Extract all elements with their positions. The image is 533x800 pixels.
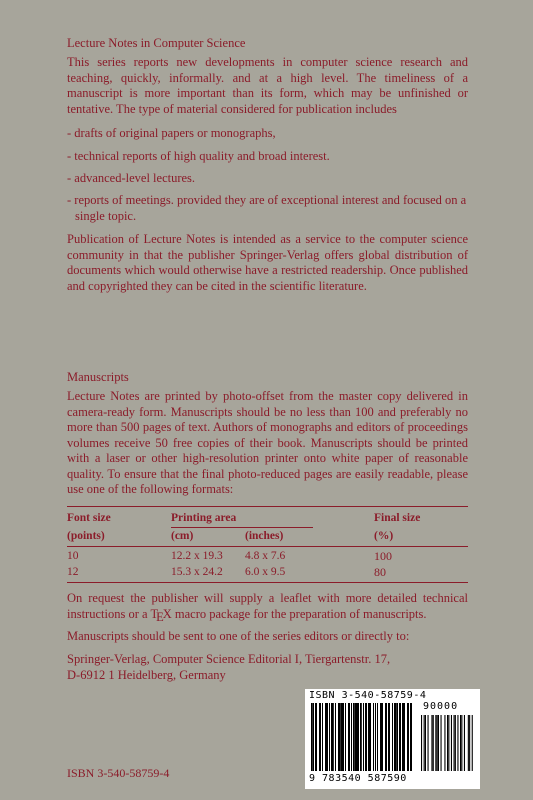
table-row-1-font: 10 (67, 550, 79, 562)
table-row-1-cm: 12.2 x 19.3 (171, 550, 223, 562)
manuscripts-title: Manuscripts (67, 370, 129, 384)
leaflet-text-pre: On request the publisher will supply a leaflet with more detailed technical instructions or a (67, 591, 468, 621)
table-row-1-final: 100 (374, 549, 392, 563)
send-instruction: Manuscripts should be sent to one of the series editors or directly to: (67, 629, 410, 643)
isbn-footer: ISBN 3-540-58759-4 (67, 766, 170, 780)
table-row-2-final: 80 (374, 565, 386, 579)
series-title: Lecture Notes in Computer Science (67, 36, 246, 50)
leaflet-text-post: macro package for the preparation of manuscripts. (174, 606, 427, 621)
table-header-cm: (cm) (171, 530, 194, 542)
table-header-rule (67, 546, 468, 547)
tex-logo: TEX (150, 606, 172, 624)
bullet-item-2: - technical reports of high quality and broad interest. (67, 149, 330, 163)
address-line-1: Springer-Verlag, Computer Science Editorial I, Tiergartenstr. 17, (67, 652, 391, 666)
series-intro: This series reports new developments in computer science research and teaching, quickly, informally. and at a high level. The timeliness of a manuscript is more important than its form, which may be unfinished or tentative. The type of material considered for publication includes (67, 55, 468, 116)
printing-area-underline (171, 527, 313, 528)
isbn-barcode (305, 689, 480, 789)
table-header-points: (points) (67, 530, 105, 542)
table-header-printing-area: Printing area (171, 512, 237, 524)
table-header-font-size: Font size (67, 512, 111, 524)
table-row-2-cm: 15.3 x 24.2 (171, 566, 223, 578)
bullet-item-3: - advanced-level lectures. (67, 171, 196, 185)
table-bottom-rule (67, 582, 468, 583)
manuscripts-body: Lecture Notes are printed by photo-offset from the master copy delivered in camera-ready form. Manuscripts should be no less than 100 and preferably no more than 500 pages of text. Authors of monographs and editors of proceedings volumes receive 50 free copies of their book. Manuscripts should be printed with a laser or other high-resolution printer onto white paper of reasonable quality. To ensure that the final photo-reduced pages are easily readable, please use one of the following formats: (67, 389, 468, 496)
table-header-percent: (%) (374, 530, 394, 542)
table-row-2-font: 12 (67, 566, 79, 578)
bullet-item-1: - drafts of original papers or monographs, (67, 126, 276, 140)
barcode-isbn-label: ISBN 3-540-58759-4 (309, 690, 427, 701)
publication-paragraph: Publication of Lecture Notes is intended as a service to the computer science community in that the publisher Springer-Verlag offers global distribution of documents which would otherwise have a restricted readership. Once published and copyrighted they can be cited in the scientific literature. (67, 232, 468, 293)
table-row-2-inches: 6.0 x 9.5 (245, 566, 286, 578)
table-row-1-inches: 4.8 x 7.6 (245, 550, 286, 562)
table-header-final-size: Final size (374, 512, 421, 524)
bullet-item-4: - reports of meetings. provided they are of exceptional interest and focused on a single topic. (67, 193, 467, 223)
table-header-inches: (inches) (245, 530, 284, 542)
table-top-rule (67, 506, 468, 507)
barcode-addon-number: 90000 (423, 701, 459, 712)
address-line-2: D-6912 1 Heidelberg, Germany (67, 668, 226, 682)
leaflet-paragraph (67, 591, 468, 622)
barcode-digits: 9 783540 587590 (309, 773, 407, 784)
